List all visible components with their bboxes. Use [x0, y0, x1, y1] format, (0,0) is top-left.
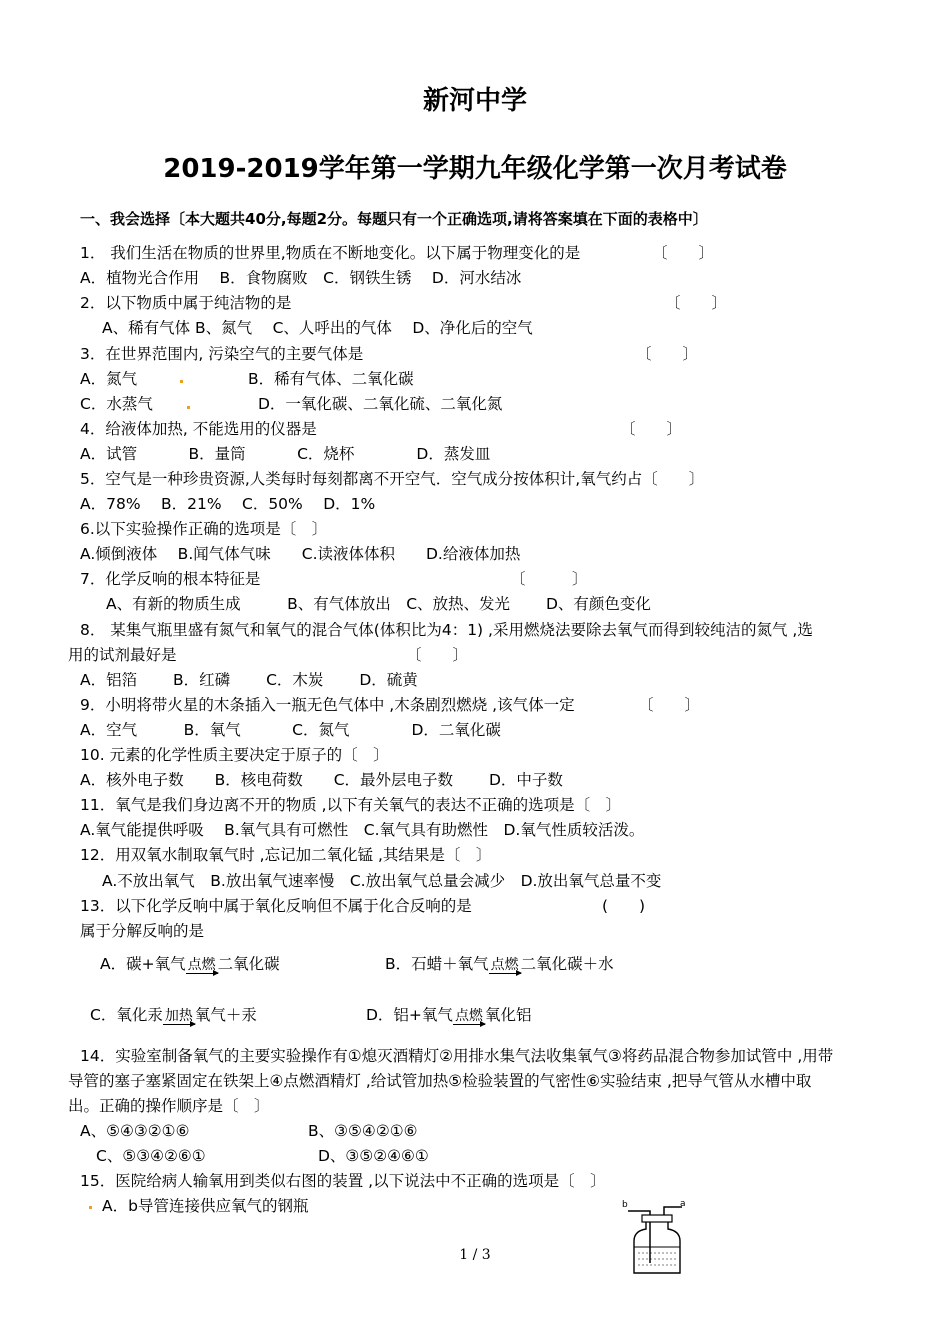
equation-d: D．铝+氧气 点燃 氧化铝 [366, 1006, 532, 1024]
question-14-option-d: D、③⑤②④⑥① [318, 1147, 429, 1165]
question-14: 14．实验室制备氧气的主要实验操作有①熄灭酒精灯②用排水集气法收集氧气③将药品混合物参加试管中 ,用带 [80, 1047, 834, 1065]
ink-dot [180, 380, 183, 383]
question-12: 12．用双氧水制取氧气时 ,忘记加二氧化锰 ,其结果是〔 〕 [80, 846, 492, 864]
equation-c: C．氧化汞 加热 氧气＋汞 [90, 1006, 257, 1024]
school-title: 新河中学 [422, 86, 527, 116]
ink-dot [89, 1206, 92, 1209]
question-6: 6.以下实验操作正确的选项是〔 〕 [80, 520, 328, 538]
section-heading: 一、我会选择〔本大题共40分,每题2分。每题只有一个正确选项,请将答案填在下面的表格中〕 [80, 210, 708, 228]
question-9-options: A．空气 B．氧气 C．氮气 D．二氧化碳 [80, 721, 501, 739]
question-11: 11．氧气是我们身边离不开的物质 ,以下有关氧气的表达不正确的选项是〔 〕 [80, 796, 622, 814]
reaction-arrow: 点燃 [187, 957, 216, 973]
question-3-option-a: A．氮气 [80, 370, 138, 388]
question-2-options: A、稀有气体 B、氮气 C、人呼出的气体 D、净化后的空气 [102, 319, 533, 337]
question-6-options: A.倾倒液体 B.闻气体气味 C.读液体体积 D.给液体加热 [80, 545, 521, 563]
question-8: 8． 某集气瓶里盛有氮气和氧气的混合气体(体积比为4：1) ,采用燃烧法要除去氧气而得到较纯洁的氮气 ,选 [80, 621, 813, 639]
question-14-option-a: A、⑤④③②①⑥ [80, 1122, 190, 1140]
question-10-options: A．核外电子数 B．核电荷数 C．最外层电子数 D．中子数 [80, 771, 563, 789]
ink-dot [187, 406, 190, 409]
reaction-arrow: 点燃 [454, 1008, 483, 1024]
label-b: b [622, 1200, 628, 1210]
question-14-option-b: B、③⑤④②①⑥ [308, 1122, 418, 1140]
equation-b: B．石蜡＋氧气 点燃 二氧化碳＋水 [385, 955, 614, 973]
question-3-option-c: C．水蒸气 [80, 395, 153, 413]
exam-title: 2019-2019学年第一学期九年级化学第一次月考试卷 [163, 154, 787, 184]
question-10: 10. 元素的化学性质主要决定于原子的〔 〕 [80, 746, 389, 764]
question-12-options: A.不放出氧气 B.放出氧气速率慢 C.放出氧气总量会减少 D.放出氧气总量不变 [102, 872, 662, 890]
reaction-arrow: 点燃 [490, 957, 519, 973]
question-14-cont: 导管的塞子塞紧固定在铁架上④点燃酒精灯 ,给试管加热⑤检验装置的气密性⑥实验结束 ,把导气管从水槽中取 [68, 1072, 812, 1090]
reaction-arrow: 加热 [164, 1008, 193, 1024]
question-13-cont: 属于分解反响的是 [80, 922, 205, 940]
question-3-option-b: B．稀有气体、二氧化碳 [248, 370, 414, 388]
question-14-option-c: C、⑤③④②⑥① [96, 1147, 206, 1165]
label-a: a [680, 1199, 686, 1209]
question-15-option-a: A．b导管连接供应氧气的钢瓶 [102, 1197, 309, 1215]
page-number: 1 / 3 [459, 1247, 491, 1263]
question-15: 15．医院给病人输氧用到类似右图的装置 ,以下说法中不正确的选项是〔 〕 [80, 1172, 606, 1190]
equation-a: A．碳+氧气 点燃 二氧化碳 [100, 955, 280, 973]
gas-bottle-figure [620, 1197, 700, 1277]
question-14-cont2: 出。正确的操作顺序是〔 〕 [68, 1097, 270, 1115]
question-7-options: A、有新的物质生成 B、有气体放出 C、放热、发光 D、有颜色变化 [106, 595, 651, 613]
question-1-options: A．植物光合作用 B．食物腐败 C．钢铁生锈 D．河水结冰 [80, 269, 522, 287]
question-5-options: A．78% B．21% C．50% D．1% [80, 495, 376, 513]
exam-page: 新河中学 2019-2019学年第一学期九年级化学第一次月考试卷 一、我会选择〔本大题共40分,每题2分。每题只有一个正确选项,请将答案填在下面的表格中〕 1． 我们生活在物质的世界里,物质在不断地变化。以下属于物理变化的是 〔 〕 A．植物光合作用 B．食物腐败 C．钢铁生锈 D．河水结冰 2．以下物质中属于纯洁物的是 〔 〕 A、稀有气体 B、氮气 C、人呼出的气体 D、净化后的空气 3．在世界范围内, 污染空气的主要气体是 〔 〕 A．氮气 B．稀有气体、二氧化碳 C．水蒸气 D．一氧化碳、二氧化硫、二氧化氮 4．给液体加热, 不能选用的仪器是 〔 〕 A．试管 B．量筒 C．烧杯 D．蒸发皿 5．空气是一种珍贵资源,人类每时每刻都离不开空气．空气成分按体积计,氧气约占〔 〕 A．78% B．21% C．50% D．1% 6.以下实验操作正确的选项是〔 〕 A.倾倒液体 B.闻气体气味 C.读液体体积 D.给液体加热 7．化学反响的根本特征是 〔 〕 A、有新的物质生成 B、有气体放出 C、放热、发光 D、有颜色变化 8． 某集气瓶里盛有氮气和氧气的混合气体(体积比为4：1) ,采用燃烧法要除去氧气而得到较纯洁的氮气 ,选 用的试剂最好是 〔 〕 A．铝箔 B．红磷 C．木炭 D．硫黄 9．小明将带火星的木条插入一瓶无色气体中 ,木条剧烈燃烧 ,该气体一定 〔 〕 A．空气 B．氧气 C．氮气 D．二氧化碳 10. 元素的化学性质主要决定于原子的〔 〕 A．核外电子数 B．核电荷数 C．最外层电子数 D．中子数 11．氧气是我们身边离不开的物质 ,以下有关氧气的表达不正确的选项是〔 〕 A.氧气能提供呼吸 B.氧气具有可燃性 C.氧气具有助燃性 D.氧气性质较活泼。 12．用双氧水制取氧气时 ,忘记加二氧化锰 ,其结果是〔 〕 A.不放出氧气 B.放出氧气速率慢 C.放出氧气总量会减少 D.放出氧气总量不变 13．以下化学反响中属于氧化反响但不属于化合反响的是 ( ) 属于分解反响的是 A．碳+氧气 点燃 二氧化碳 B．石蜡＋氧气 点燃 二氧化碳＋水 C．氧化汞 加热 氧气＋汞 D．铝+氧气 点燃 氧化铝 14．实验室制备氧气的主要实验操作有①熄灭酒精灯②用排水集气法收集氧气③将药品混合物参加试管中 ,用带 导管的塞子塞紧固定在铁架上④点燃酒精灯 ,给试管加热⑤检验装置的气密性⑥实验结束 ,把导气管从水槽中取 出。正确的操作顺序是〔 〕 A、⑤④③②①⑥ B、③⑤④②①⑥ C、⑤③④②⑥① D、③⑤②④⑥① 15．医院给病人输氧用到类似右图的装置 ,以下说法中不正确的选项是〔 〕 A．b导管连接供应氧气的钢瓶 b a 1 / 3 [0, 0, 950, 1344]
question-11-options: A.氧气能提供呼吸 B.氧气具有可燃性 C.氧气具有助燃性 D.氧气性质较活泼。 [80, 821, 645, 839]
question-5: 5．空气是一种珍贵资源,人类每时每刻都离不开空气．空气成分按体积计,氧气约占〔 〕 [80, 470, 705, 488]
question-4-options: A．试管 B．量筒 C．烧杯 D．蒸发皿 [80, 445, 491, 463]
question-8-options: A．铝箔 B．红磷 C．木炭 D．硫黄 [80, 671, 418, 689]
question-3-option-d: D．一氧化碳、二氧化硫、二氧化氮 [258, 395, 503, 413]
